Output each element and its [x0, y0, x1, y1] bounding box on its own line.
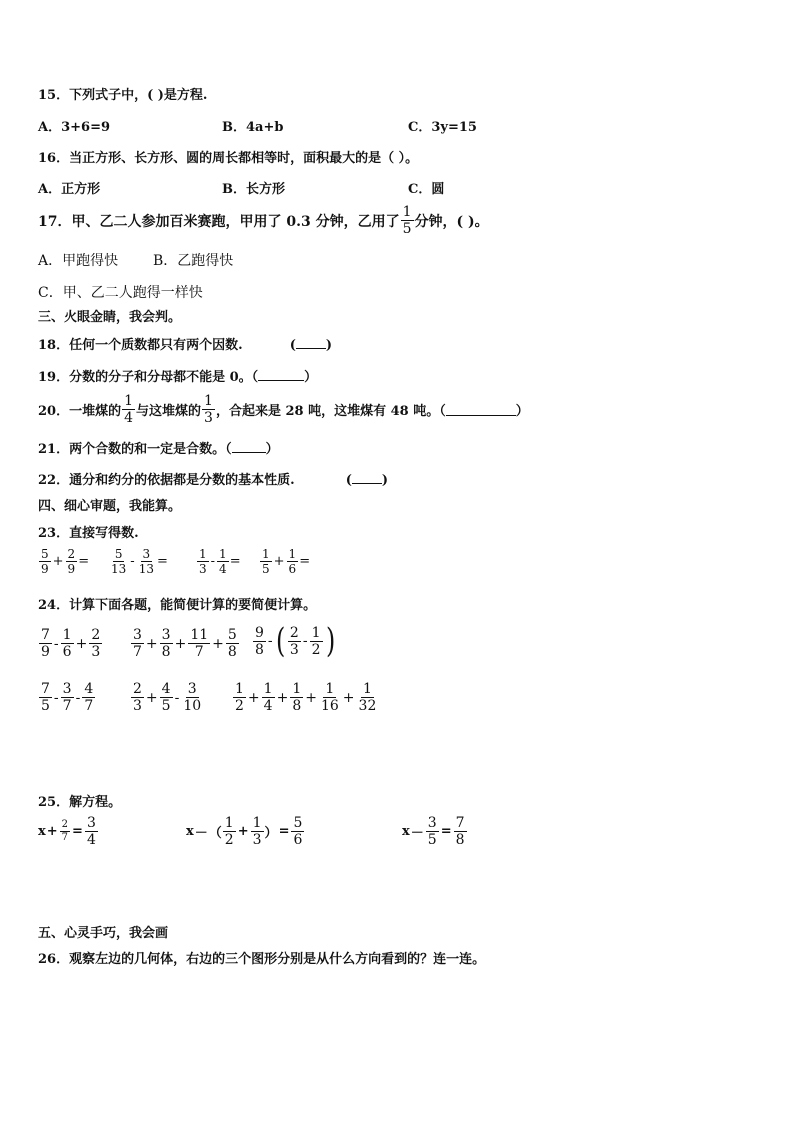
q17-text-a: 甲、乙二人参加百米赛跑，甲用了 0.3 分钟，乙用了 — [71, 213, 400, 230]
q17-text-b: 分钟，( )。 — [414, 213, 489, 230]
q21-answer-blank[interactable] — [232, 440, 266, 453]
section-5-title: 五、心灵手巧，我会画 — [38, 926, 169, 941]
q25-eq-3: x － $\frac{3}{5}$ = $\frac{7}{8}$ — [402, 815, 465, 848]
q23-expr-1: $\frac{5}{9}$ + $\frac{2}{9}$ = — [41, 547, 90, 576]
q16-option-b[interactable]: B．长方形 — [222, 182, 285, 197]
q16-text: 当正方形、长方形、圆的周长都相等时，面积最大的是（ ）。 — [69, 151, 419, 166]
q15-option-a[interactable]: A．3+6=9 — [38, 120, 111, 135]
q15-number: 15． — [38, 88, 70, 103]
q15-option-b[interactable]: B．4a+b — [222, 120, 284, 135]
q22-stem: 22．通分和约分的依据都是分数的基本性质. ( ) — [38, 473, 388, 488]
q17-option-b[interactable]: B．乙跑得快 — [153, 253, 234, 269]
q23-expr-3: $\frac{1}{3}$ - $\frac{1}{4}$ = — [199, 547, 241, 576]
q16-number: 16． — [38, 151, 70, 166]
q20-stem: 20． 一堆煤的 $\frac{1}{4}$ 与这堆煤的 $\frac{1}{3}$ ，合起来是 28 吨，这堆煤有 48 吨。（ ） — [38, 393, 529, 426]
q25-eq-1: x + $\frac{2}{7}$ = $\frac{3}{4}$ — [38, 815, 96, 848]
q16-stem — [38, 147, 418, 166]
q24-expr-1: $\frac{7}{9}$ - $\frac{1}{6}$ + $\frac{2}{3}$ — [41, 627, 101, 660]
q23-expr-2: $\frac{5}{13}$ - $\frac{3}{13}$ = — [111, 547, 168, 576]
section-4-title: 四、细心审题，我能算。 — [38, 499, 182, 514]
q24-stem: 24．计算下面各题，能简便计算的要简便计算。 — [38, 598, 317, 613]
q20-fraction-2: $\frac{1}{3}$ — [204, 393, 213, 426]
q19-stem: 19．分数的分子和分母都不能是 0。（ ） — [38, 370, 318, 385]
q25-stem: 25．解方程。 — [38, 795, 122, 810]
q24-expr-4: $\frac{7}{5}$ - $\frac{3}{7}$ - $\frac{4}{7}$ — [41, 681, 94, 714]
section-3-title: 三、火眼金睛，我会判。 — [38, 310, 182, 325]
q15-option-c[interactable]: C．3y=15 — [408, 120, 477, 135]
q17-fraction: $\frac{1}{5}$ — [402, 204, 412, 237]
q20-fraction-1: $\frac{1}{4}$ — [124, 393, 134, 426]
q16-option-a[interactable]: A．正方形 — [38, 182, 101, 197]
q25-eq-2: x － （ $\frac{1}{2}$ + $\frac{1}{3}$ ） = $\frac{5}{6}$ — [186, 815, 303, 848]
q15-stem — [38, 84, 207, 103]
q17-option-a[interactable]: A．甲跑得快 — [38, 253, 119, 269]
q24-expr-2: $\frac{3}{7}$ + $\frac{3}{8}$ + $\frac{11}{7}$ + $\frac{5}{8}$ — [133, 627, 237, 660]
q24-expr-6: $\frac{1}{2}$ + $\frac{1}{4}$ + $\frac{1}{8}$ + $\frac{1}{16}$ + $\frac{1}{32}$ — [235, 681, 377, 714]
q18-stem: 18．任何一个质数都只有两个因数. ( ) — [38, 338, 332, 353]
q17-option-c[interactable]: C．甲、乙二人跑得一样快 — [38, 285, 203, 301]
q18-answer-blank[interactable]: ( ) — [289, 338, 332, 353]
q20-answer-blank[interactable] — [446, 403, 516, 416]
q16-option-c[interactable]: C．圆 — [408, 182, 445, 197]
q17-stem — [38, 205, 489, 236]
q23-expr-4: $\frac{1}{5}$ + $\frac{1}{6}$ = — [262, 547, 311, 576]
q22-answer-blank[interactable]: ( ) — [345, 473, 388, 488]
q24-expr-3: $\frac{9}{8}$ - ( $\frac{2}{3}$ - $\frac{1}{2}$ ) — [255, 621, 335, 661]
q21-stem: 21．两个合数的和一定是合数。（ ） — [38, 442, 279, 457]
q19-answer-blank[interactable] — [258, 368, 304, 381]
q17-number: 17． — [38, 213, 72, 230]
q23-stem: 23．直接写得数. — [38, 526, 139, 541]
q24-expr-5: $\frac{2}{3}$ + $\frac{4}{5}$ - $\frac{3}{10}$ — [133, 681, 202, 714]
q15-text: 下列式子中，( )是方程. — [69, 88, 208, 103]
q26-stem: 26．观察左边的几何体，右边的三个图形分别是从什么方向看到的？连一连。 — [38, 952, 486, 967]
